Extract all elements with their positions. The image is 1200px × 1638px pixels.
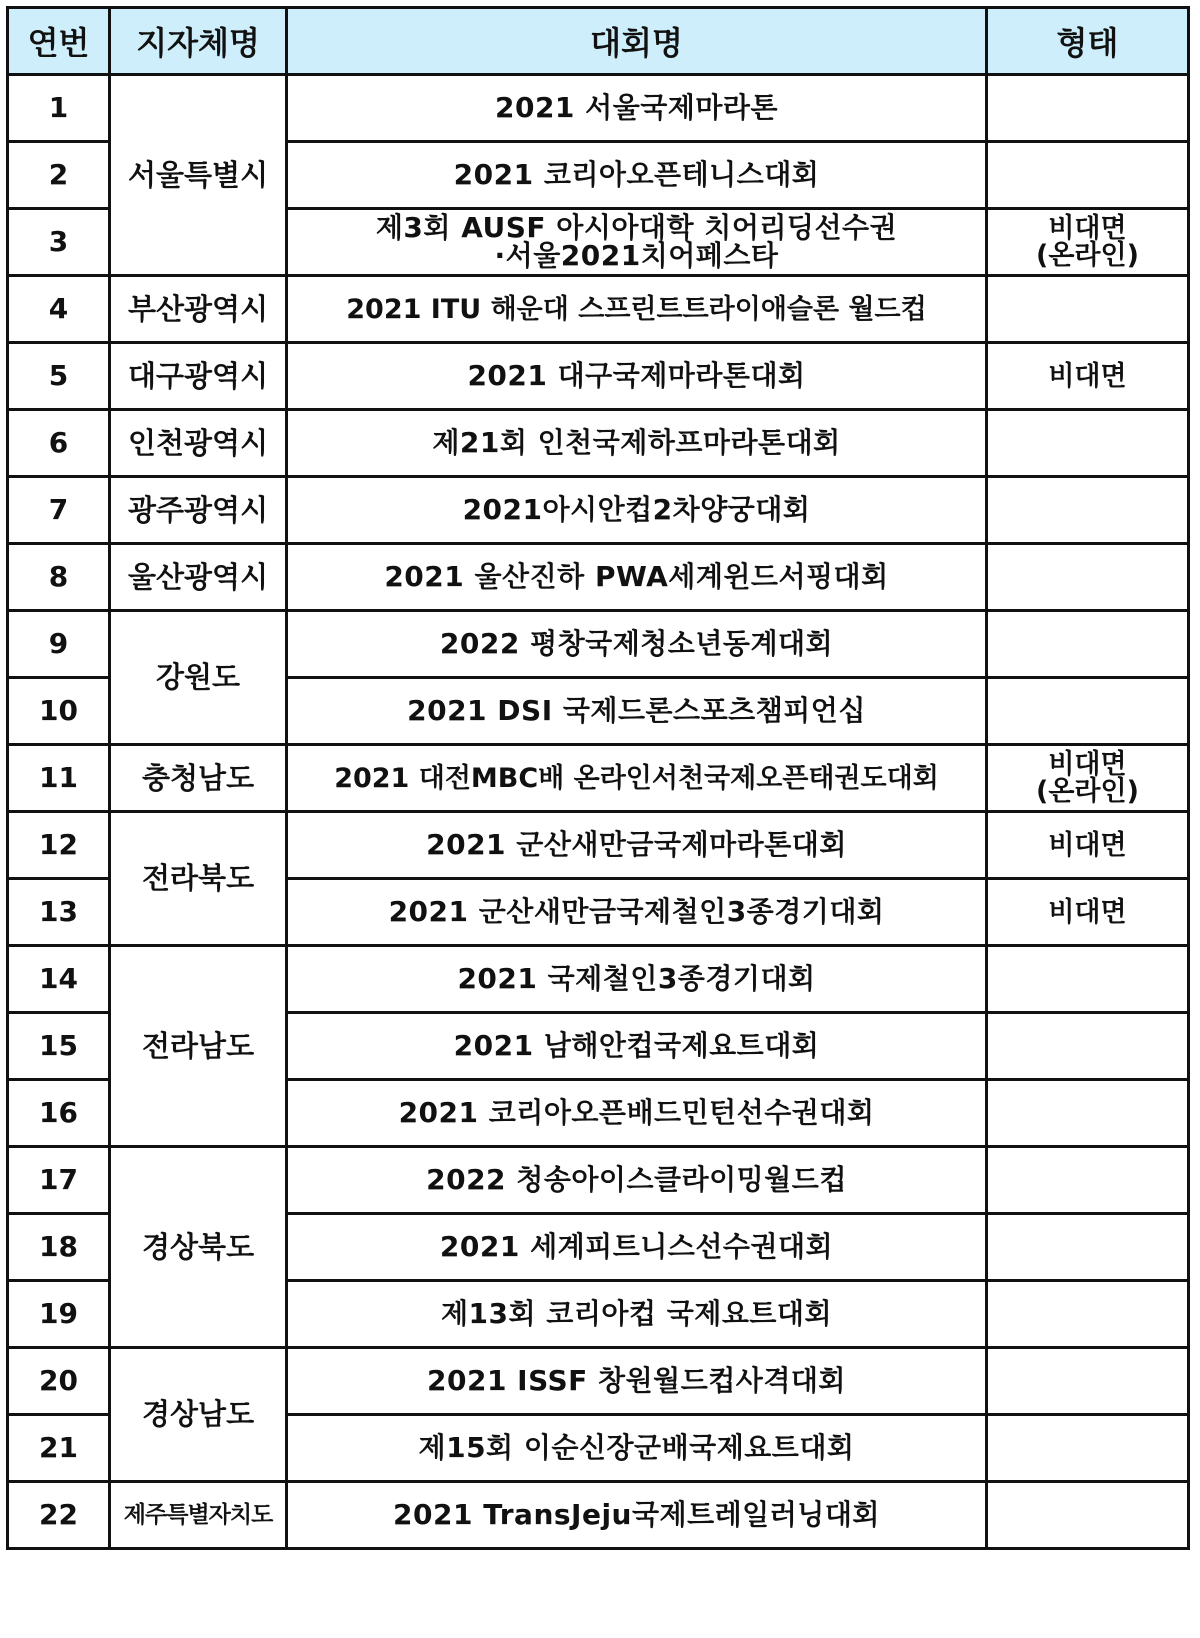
row-type bbox=[986, 1281, 1188, 1348]
event-line: 2021 ITU 해운대 스프린트트라이애슬론 월드컵 bbox=[346, 293, 927, 325]
type-line: 비대면 bbox=[1048, 360, 1127, 392]
event-line: 2021 코리아오픈배드민턴선수권대회 bbox=[398, 1096, 875, 1129]
row-num: 13 bbox=[8, 879, 110, 946]
row-event bbox=[287, 75, 987, 142]
table-header-row bbox=[8, 8, 1189, 75]
row-type bbox=[986, 1080, 1188, 1147]
type-line: (온라인) bbox=[1035, 240, 1139, 271]
header-type: 형태 bbox=[986, 8, 1188, 75]
row-event bbox=[287, 1482, 987, 1549]
row-event bbox=[287, 343, 987, 410]
table-row bbox=[8, 745, 1189, 812]
row-event bbox=[287, 544, 987, 611]
row-num: 12 bbox=[8, 812, 110, 879]
event-line: 2021 국제철인3종경기대회 bbox=[457, 962, 816, 995]
row-num: 21 bbox=[8, 1415, 110, 1482]
row-type bbox=[986, 879, 1188, 946]
row-region: 제주특별자치도 bbox=[110, 1482, 287, 1549]
row-num: 6 bbox=[8, 410, 110, 477]
event-line: 2022 청송아이스클라이밍월드컵 bbox=[426, 1163, 847, 1196]
table-row bbox=[8, 477, 1189, 544]
row-type bbox=[986, 477, 1188, 544]
table-row bbox=[8, 75, 1189, 142]
row-region: 인천광역시 bbox=[110, 410, 287, 477]
type-line: 비대면 bbox=[1048, 749, 1127, 780]
row-event bbox=[287, 1147, 987, 1214]
row-region: 서울특별시 bbox=[110, 75, 287, 276]
row-region: 울산광역시 bbox=[110, 544, 287, 611]
event-line: 제21회 인천국제하프마라톤대회 bbox=[432, 426, 841, 459]
row-region: 경상북도 bbox=[110, 1147, 287, 1348]
row-type bbox=[986, 1214, 1188, 1281]
table-row bbox=[8, 946, 1189, 1013]
type-line: 비대면 bbox=[1048, 896, 1127, 928]
row-event bbox=[287, 209, 987, 276]
row-event bbox=[287, 812, 987, 879]
event-line: 2021 코리아오픈테니스대회 bbox=[453, 158, 820, 191]
row-region: 경상남도 bbox=[110, 1348, 287, 1482]
table-row bbox=[8, 544, 1189, 611]
type-line: 비대면 bbox=[1048, 213, 1127, 244]
row-event bbox=[287, 879, 987, 946]
row-type bbox=[986, 611, 1188, 678]
row-event bbox=[287, 678, 987, 745]
row-event bbox=[287, 611, 987, 678]
event-line: 2021 군산새만금국제마라톤대회 bbox=[426, 828, 847, 861]
row-region: 전라남도 bbox=[110, 946, 287, 1147]
row-region: 충청남도 bbox=[110, 745, 287, 812]
row-num: 17 bbox=[8, 1147, 110, 1214]
row-type bbox=[986, 1013, 1188, 1080]
row-num: 8 bbox=[8, 544, 110, 611]
event-line: 2021 세계피트니스선수권대회 bbox=[439, 1230, 834, 1263]
row-num: 14 bbox=[8, 946, 110, 1013]
event-line: 2021 서울국제마라톤 bbox=[494, 91, 778, 124]
event-line: 제15회 이순신장군배국제요트대회 bbox=[418, 1431, 855, 1464]
header-num: 연번 bbox=[8, 8, 110, 75]
row-type bbox=[986, 678, 1188, 745]
row-num: 18 bbox=[8, 1214, 110, 1281]
row-event bbox=[287, 276, 987, 343]
row-type bbox=[986, 1147, 1188, 1214]
event-line: 2021아시안컵2차양궁대회 bbox=[462, 493, 811, 526]
row-region: 강원도 bbox=[110, 611, 287, 745]
header-region: 지자체명 bbox=[110, 8, 287, 75]
row-event bbox=[287, 477, 987, 544]
type-line: 비대면 bbox=[1048, 829, 1127, 861]
event-line: 2021 ISSF 창원월드컵사격대회 bbox=[427, 1364, 846, 1397]
row-event bbox=[287, 410, 987, 477]
row-num: 15 bbox=[8, 1013, 110, 1080]
row-event bbox=[287, 946, 987, 1013]
row-num: 10 bbox=[8, 678, 110, 745]
row-num: 22 bbox=[8, 1482, 110, 1549]
table-row bbox=[8, 1482, 1189, 1549]
event-line: ·서울2021치어페스타 bbox=[494, 239, 779, 272]
table-row bbox=[8, 812, 1189, 879]
row-num: 11 bbox=[8, 745, 110, 812]
event-line: 2021 울산진하 PWA세계윈드서핑대회 bbox=[384, 560, 889, 593]
row-region: 전라북도 bbox=[110, 812, 287, 946]
row-event bbox=[287, 142, 987, 209]
row-type bbox=[986, 276, 1188, 343]
row-event bbox=[287, 1080, 987, 1147]
row-num: 5 bbox=[8, 343, 110, 410]
row-num: 19 bbox=[8, 1281, 110, 1348]
row-num: 3 bbox=[8, 209, 110, 276]
event-line: 2021 TransJeju국제트레일러닝대회 bbox=[393, 1498, 880, 1531]
table-row bbox=[8, 611, 1189, 678]
event-line: 2021 DSI 국제드론스포츠챔피언십 bbox=[407, 694, 866, 727]
row-region: 광주광역시 bbox=[110, 477, 287, 544]
table-row bbox=[8, 343, 1189, 410]
event-line: 2021 대전MBC배 온라인서천국제오픈태권도대회 bbox=[334, 762, 939, 794]
row-num: 2 bbox=[8, 142, 110, 209]
row-type bbox=[986, 410, 1188, 477]
row-num: 9 bbox=[8, 611, 110, 678]
row-type bbox=[986, 1482, 1188, 1549]
row-type bbox=[986, 75, 1188, 142]
type-line: (온라인) bbox=[1035, 776, 1139, 807]
row-type bbox=[986, 745, 1188, 812]
row-type bbox=[986, 343, 1188, 410]
row-event bbox=[287, 745, 987, 812]
row-region: 부산광역시 bbox=[110, 276, 287, 343]
row-type bbox=[986, 1415, 1188, 1482]
row-type bbox=[986, 209, 1188, 276]
competition-table-wrapper bbox=[6, 6, 1190, 1550]
row-event bbox=[287, 1013, 987, 1080]
row-event bbox=[287, 1415, 987, 1482]
table-row bbox=[8, 410, 1189, 477]
row-event bbox=[287, 1214, 987, 1281]
row-type bbox=[986, 142, 1188, 209]
table-row bbox=[8, 276, 1189, 343]
header-event: 대회명 bbox=[287, 8, 987, 75]
row-type bbox=[986, 544, 1188, 611]
table-row bbox=[8, 1348, 1189, 1415]
competition-table bbox=[6, 6, 1190, 1550]
row-event bbox=[287, 1348, 987, 1415]
row-num: 20 bbox=[8, 1348, 110, 1415]
row-num: 7 bbox=[8, 477, 110, 544]
event-line: 2022 평창국제청소년동계대회 bbox=[439, 627, 834, 660]
row-type bbox=[986, 1348, 1188, 1415]
event-line: 제13회 코리아컵 국제요트대회 bbox=[440, 1297, 833, 1330]
event-line: 2021 대구국제마라톤대회 bbox=[467, 359, 806, 392]
event-line: 제3회 AUSF 아시아대학 치어리딩선수권 bbox=[375, 211, 898, 244]
table-row bbox=[8, 1147, 1189, 1214]
row-num: 1 bbox=[8, 75, 110, 142]
event-line: 2021 군산새만금국제철인3종경기대회 bbox=[388, 895, 885, 928]
row-num: 4 bbox=[8, 276, 110, 343]
row-event bbox=[287, 1281, 987, 1348]
row-num: 16 bbox=[8, 1080, 110, 1147]
row-region: 대구광역시 bbox=[110, 343, 287, 410]
row-type bbox=[986, 946, 1188, 1013]
row-type bbox=[986, 812, 1188, 879]
event-line: 2021 남해안컵국제요트대회 bbox=[453, 1029, 820, 1062]
